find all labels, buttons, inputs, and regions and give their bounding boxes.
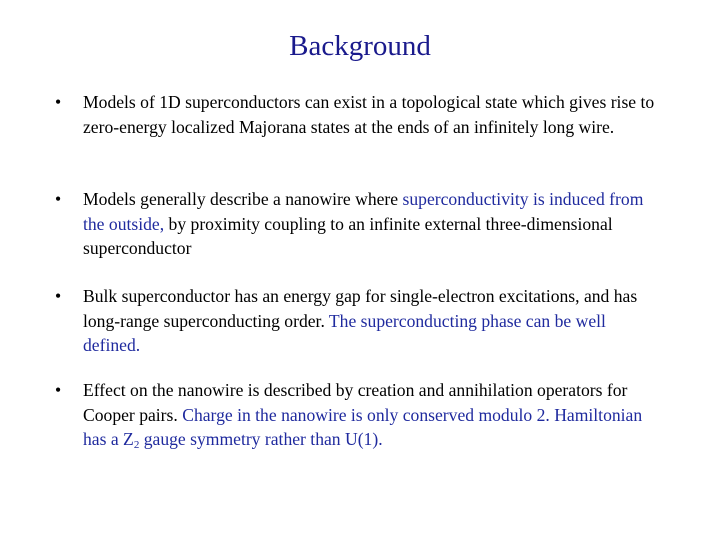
bullet-text — [83, 187, 665, 261]
bullet-text-pre: Models generally describe a nanowire where — [83, 189, 403, 209]
bullet-text-pre: Effect on the nanowire is described by creation and annihilation operators for Cooper pairs. — [83, 380, 628, 425]
bullet-text-pre: Bulk superconductor has an energy gap for single-electron excitations, and has long-range superconducting order. — [83, 286, 638, 331]
bullet-item-3 — [55, 284, 665, 358]
bullet-marker: • — [55, 189, 62, 209]
bullet-marker: • — [55, 380, 62, 400]
bullet-text-highlight-post: gauge symmetry rather than U(1). — [139, 429, 383, 449]
bullet-text-highlight: Charge in the nanowire is only conserved modulo 2. Hamiltonian has a Z — [83, 404, 643, 449]
bullet-text — [83, 378, 665, 452]
bullet-marker: • — [55, 286, 62, 306]
bullet-item-2 — [55, 187, 665, 261]
bullet-text-post: by proximity coupling to an infinite external three-dimensional superconductor — [83, 213, 613, 258]
bullet-text — [83, 284, 665, 358]
bullet-marker: • — [55, 92, 62, 112]
bullet-item-1 — [55, 90, 665, 139]
bullet-text — [83, 90, 665, 139]
bullet-item-4 — [55, 378, 665, 452]
slide-title: Background — [289, 30, 431, 62]
bullet-text-highlight: The superconducting phase can be well defined. — [83, 310, 606, 355]
bullet-text-highlight: superconductivity is induced from the outside, — [83, 189, 644, 234]
bullet-text-subscript: 2 — [133, 439, 140, 451]
bullet-text-main: Models of 1D superconductors can exist in a topological state which gives rise to zero-energy localized Majorana states at the ends of an infinitely long wire. — [83, 92, 655, 137]
